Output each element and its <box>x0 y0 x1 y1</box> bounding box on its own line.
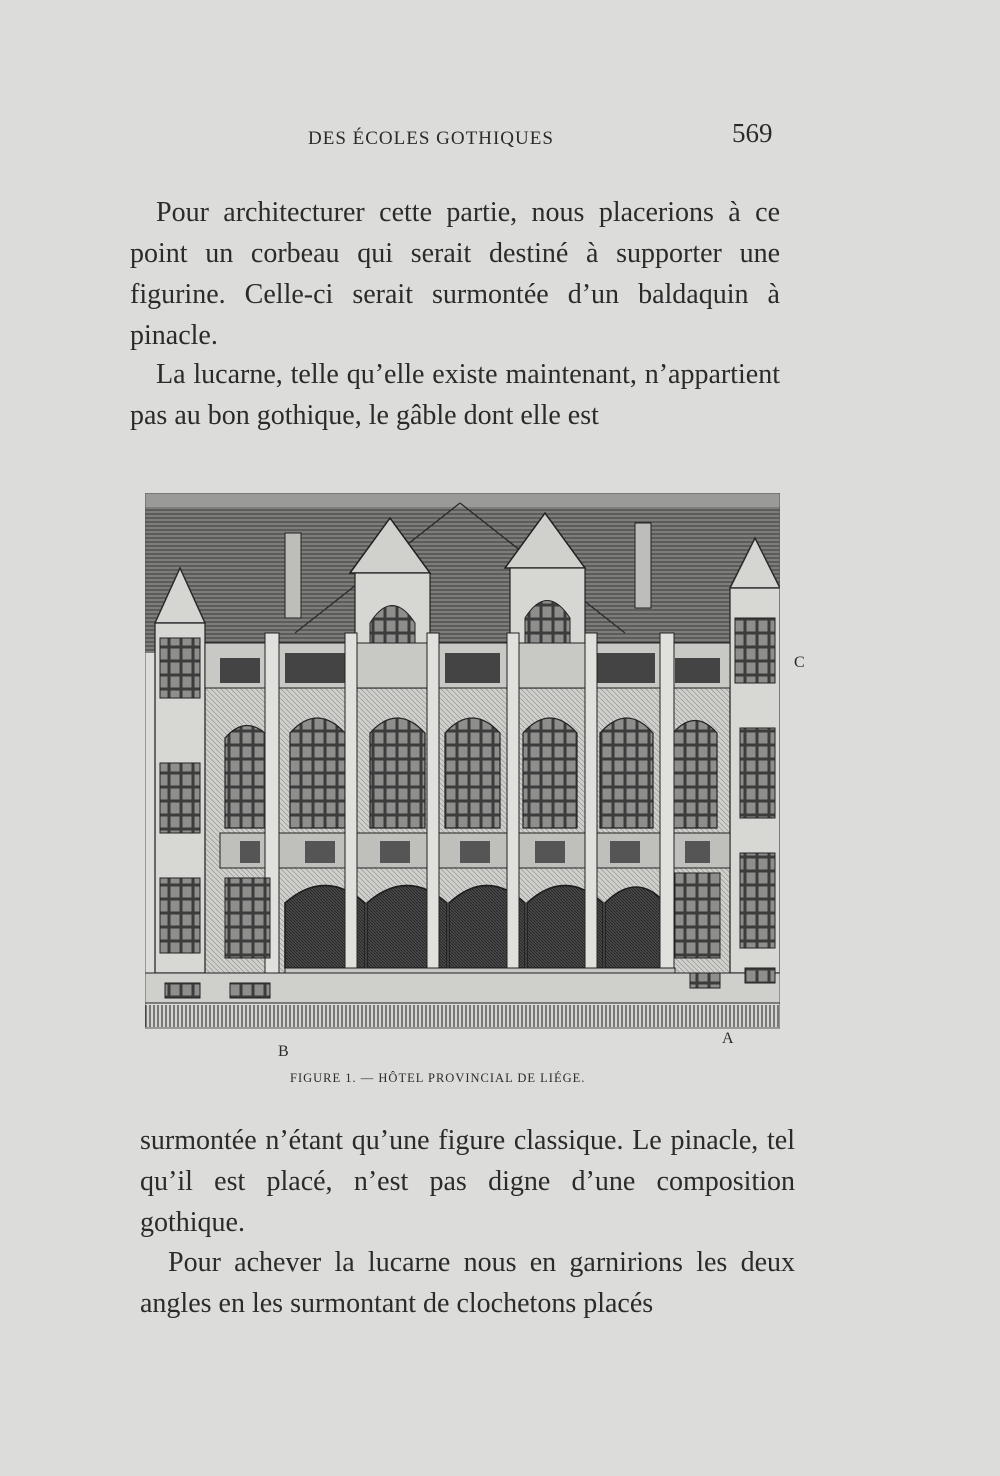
figure-label-c: C <box>794 654 805 671</box>
paragraph-4: Pour achever la lucarne nous en garnirions les deux angles en les surmontant de clochetons placés <box>140 1247 795 1319</box>
page-number: 569 <box>732 118 773 148</box>
figure-label-b: B <box>278 1043 289 1060</box>
paragraph-1: Pour architecturer cette partie, nous placerions à ce point un corbeau qui serait destiné à supporter une figurine. Celle-ci serait surmontée d’un baldaquin à pinacle. <box>130 197 780 351</box>
paragraph-3: surmontée n’étant qu’une figure classique. Le pinacle, tel qu’il est placé, n’est pas digne d’une composition gothique. <box>140 1125 795 1238</box>
paragraph-2: La lucarne, telle qu’elle existe maintenant, n’appartient pas au bon gothique, le gâble dont elle est <box>130 359 780 431</box>
building-engraving-figure <box>145 493 780 1030</box>
figure-label-a: A <box>722 1030 734 1047</box>
running-title: DES ÉCOLES GOTHIQUES <box>308 128 554 149</box>
figure-caption: FIGURE 1. — HÔTEL PROVINCIAL DE LIÉGE. <box>290 1071 586 1085</box>
